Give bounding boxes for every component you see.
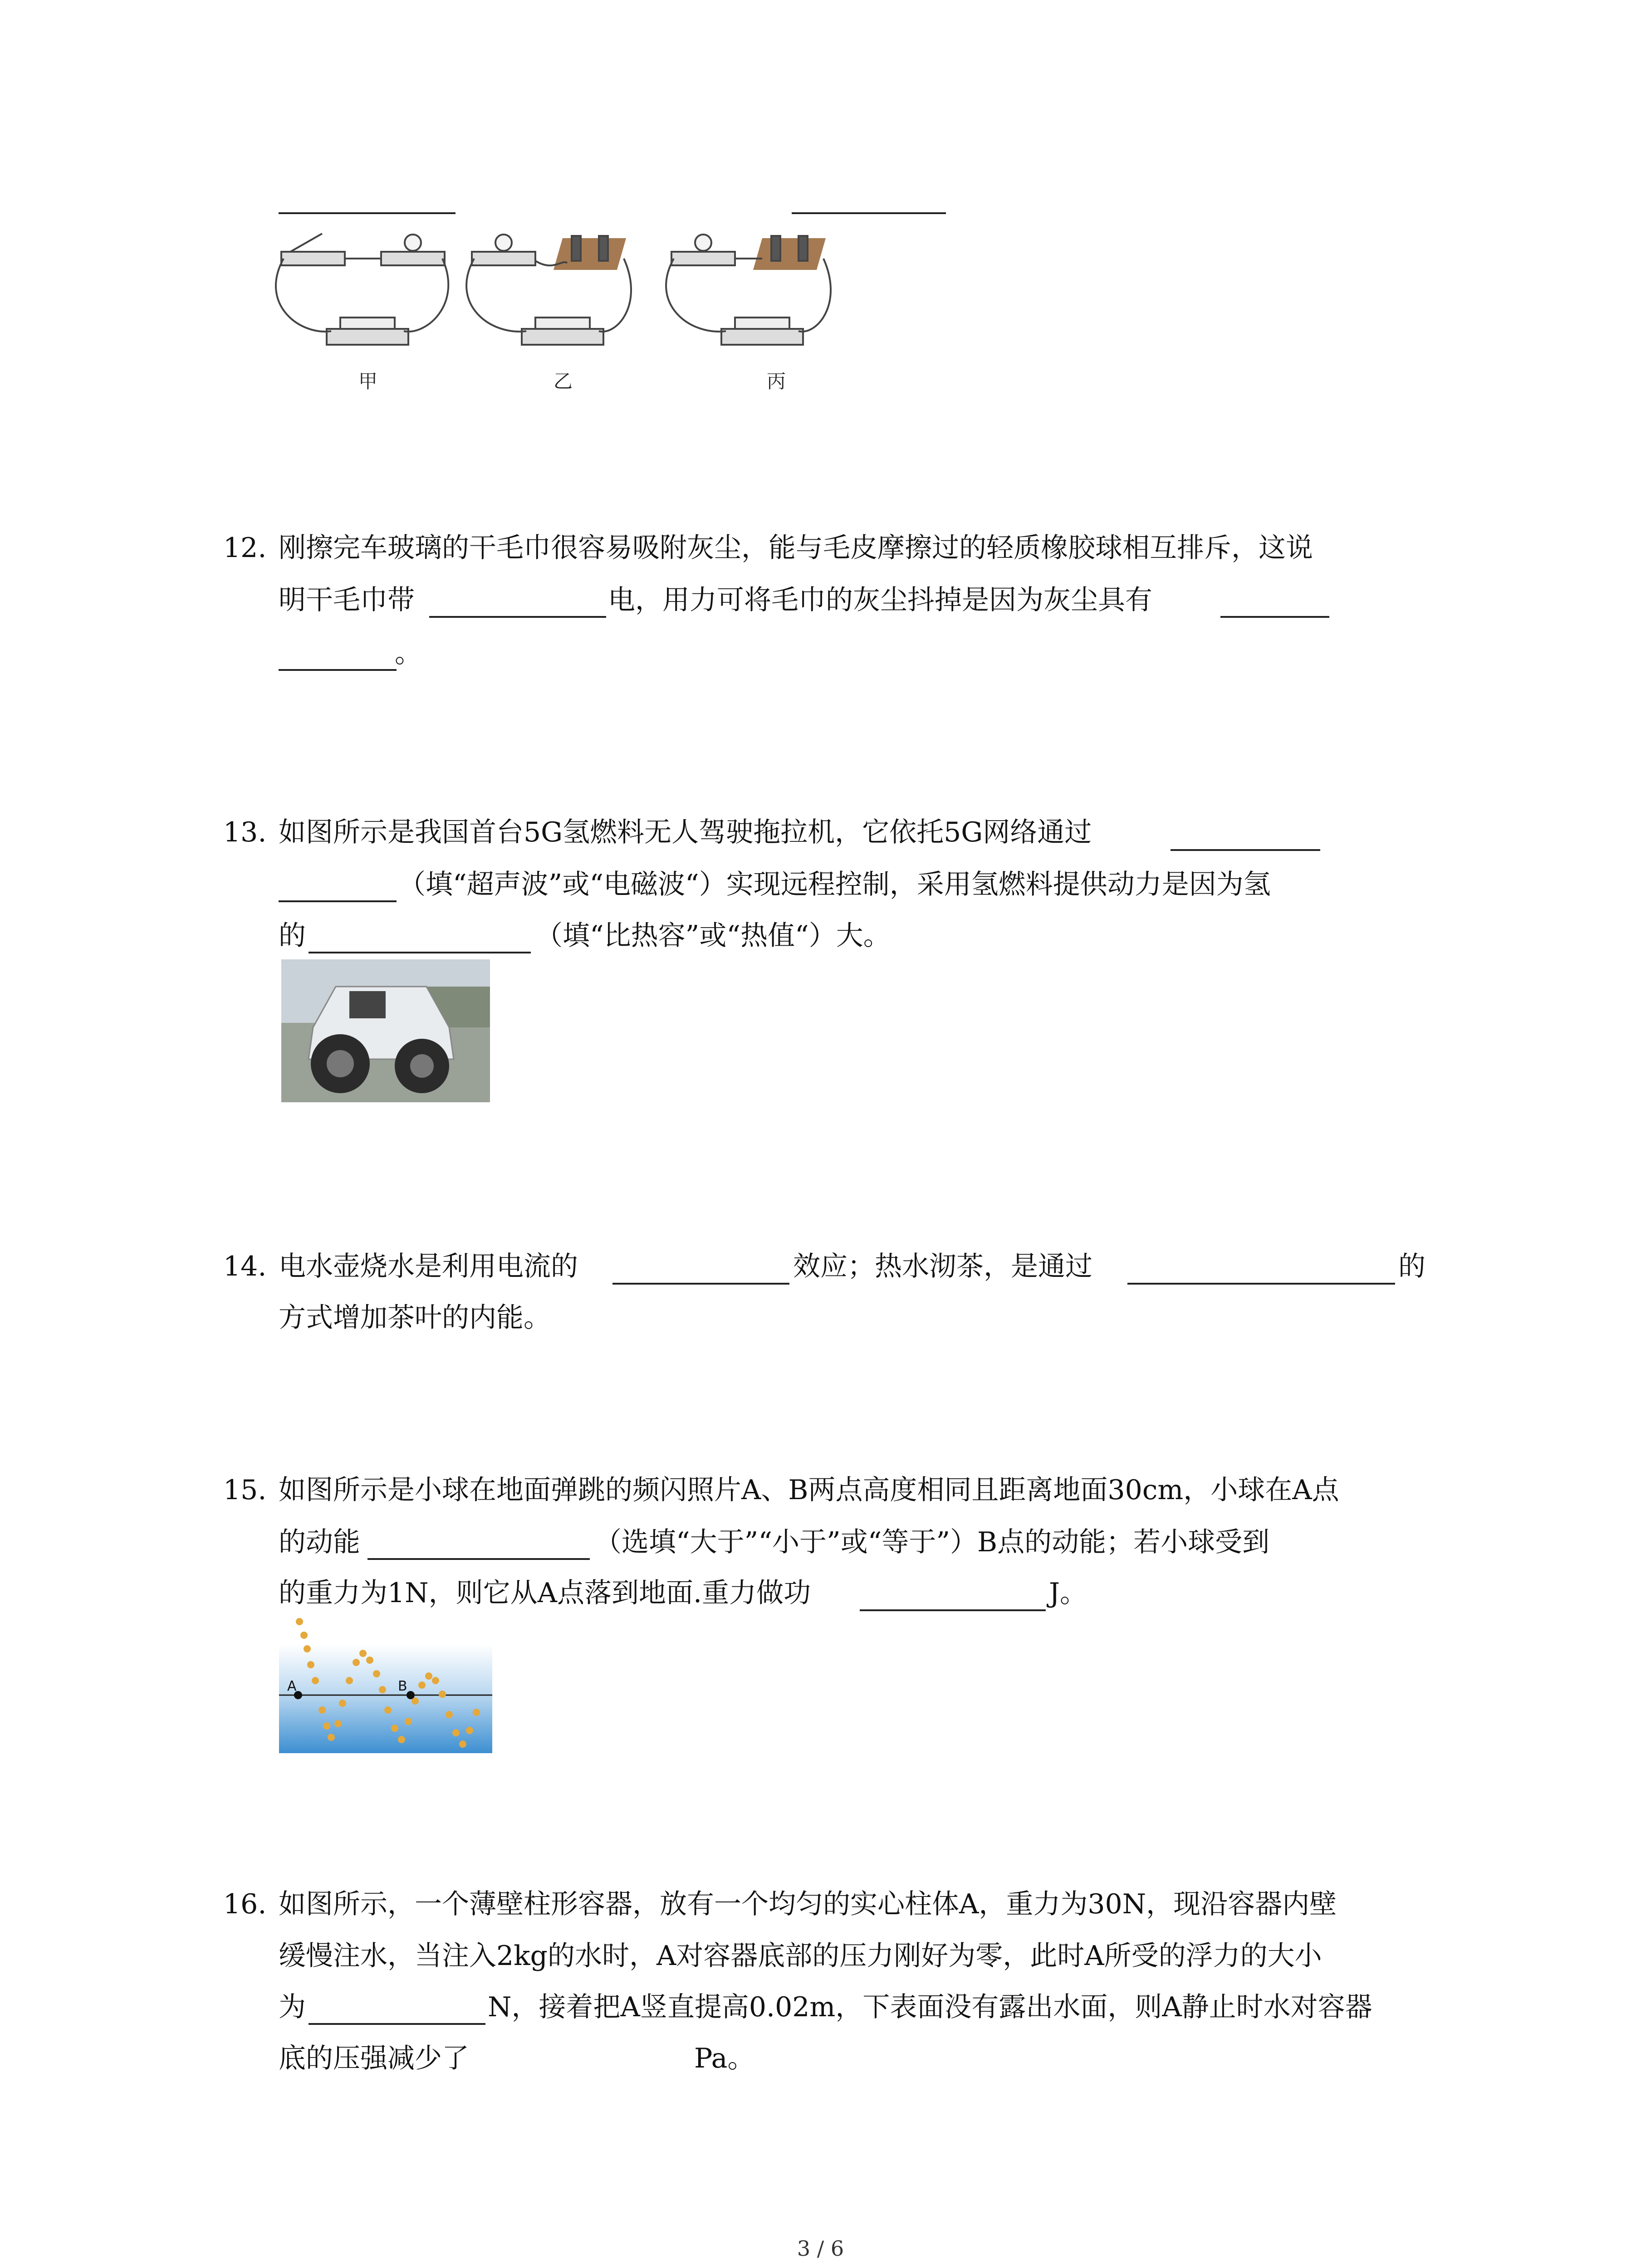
tractor-photo xyxy=(281,959,490,1102)
question-text: 如图所示是我国首台5G氢燃料无人驾驶拖拉机，它依托5G网络通过 xyxy=(279,816,1092,848)
question-text: 如图所示是小球在地面弹跳的频闪照片A、B两点高度相同且距离地面30cm，小球在A点 xyxy=(279,1474,1339,1506)
question-text: 刚擦完车玻璃的干毛巾很容易吸附灰尘，能与毛皮摩擦过的轻质橡胶球相互排斥，这说 xyxy=(279,532,1313,564)
circuit-jia xyxy=(276,234,448,345)
question-number: 16. xyxy=(223,1888,267,1920)
question-text: N，接着把A竖直提高0.02m，下表面没有露出水面，则A静止时水对容器 xyxy=(488,1991,1372,2023)
answer-blank[interactable] xyxy=(612,1283,789,1285)
answer-blank[interactable] xyxy=(429,616,606,618)
question-text: 的重力为1N，则它从A点落到地面.重力做功 xyxy=(279,1577,811,1609)
answer-blank[interactable] xyxy=(279,669,397,671)
circuit-bing xyxy=(666,235,831,345)
point-b-label: B xyxy=(398,1678,407,1694)
question-text: 如图所示，一个薄壁柱形容器，放有一个均匀的实心柱体A，重力为30N，现沿容器内壁 xyxy=(279,1888,1337,1920)
answer-blank[interactable] xyxy=(792,212,946,214)
question-text: 电，用力可将毛巾的灰尘抖掉是因为灰尘具有 xyxy=(608,584,1152,616)
question-text: 效应；热水沏茶，是通过 xyxy=(793,1251,1092,1282)
answer-blank[interactable] xyxy=(1127,1283,1395,1285)
question-text: 为 xyxy=(279,1991,306,2023)
question-text: 的 xyxy=(279,920,306,952)
figure-label-bing: 丙 xyxy=(767,370,786,392)
question-text: （填“超声波”或“电磁波“）实现远程控制，采用氢燃料提供动力是因为氢 xyxy=(398,869,1271,900)
question-number: 15. xyxy=(223,1474,267,1506)
circuit-diagrams xyxy=(272,227,930,390)
answer-blank[interactable] xyxy=(367,1558,590,1560)
question-text: 。 xyxy=(395,637,422,669)
question-text: 缓慢注水，当注入2kg的水时，A对容器底部的压力刚好为零，此时A所受的浮力的大小 xyxy=(279,1940,1322,1972)
bouncing-ball-photo xyxy=(279,1613,492,1753)
question-text: 的 xyxy=(1398,1251,1425,1282)
point-a-label: A xyxy=(287,1678,297,1694)
question-text: 底的压强减少了 xyxy=(279,2043,469,2074)
question-text: 方式增加茶叶的内能。 xyxy=(279,1302,551,1334)
answer-blank[interactable] xyxy=(279,212,456,214)
answer-blank[interactable] xyxy=(1171,849,1320,851)
answer-blank[interactable] xyxy=(309,952,531,953)
question-number: 13. xyxy=(223,816,267,848)
question-number: 14. xyxy=(223,1251,267,1282)
figure-label-jia: 甲 xyxy=(358,370,378,392)
question-text: （选填“大于”“小于”或“等于”）B点的动能；若小球受到 xyxy=(594,1526,1270,1558)
question-text: 的动能 xyxy=(279,1526,360,1558)
page-number: 3 / 6 xyxy=(797,2236,844,2261)
question-text: J。 xyxy=(1049,1577,1087,1609)
answer-blank[interactable] xyxy=(1220,616,1329,618)
question-text: 明干毛巾带 xyxy=(279,584,415,616)
question-text: （填“比热容”或“热值“）大。 xyxy=(535,920,891,952)
circuit-yi xyxy=(466,235,631,345)
question-text: 电水壶烧水是利用电流的 xyxy=(279,1251,578,1282)
question-number: 12. xyxy=(223,532,267,564)
answer-blank[interactable] xyxy=(309,2023,485,2025)
question-text: Pa。 xyxy=(694,2043,755,2074)
answer-blank[interactable] xyxy=(860,1609,1046,1611)
answer-blank[interactable] xyxy=(279,900,397,902)
figure-label-yi: 乙 xyxy=(554,370,573,392)
